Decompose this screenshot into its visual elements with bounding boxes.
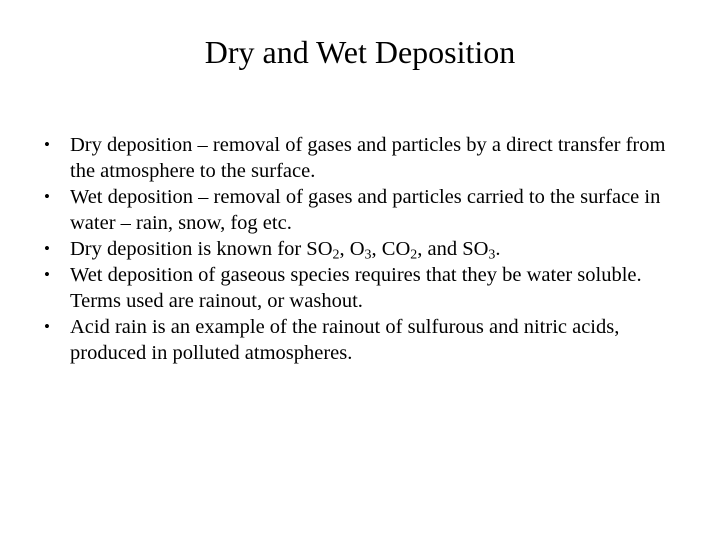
bullet-text: Acid rain is an example of the rainout of sulfurous and nitric acids, produced in polluted atmospheres. xyxy=(70,316,620,364)
bullet-item-gaseous-species xyxy=(44,262,684,314)
bullet-list xyxy=(44,132,684,366)
bullet-item-acid-rain xyxy=(44,314,684,366)
bullet-marker: • xyxy=(44,239,50,258)
subscript: 3 xyxy=(488,247,496,263)
bullet-item-dry-deposition xyxy=(44,132,684,184)
text-segment: , CO xyxy=(371,238,411,260)
subscript: 3 xyxy=(364,247,372,263)
bullet-text: Wet deposition of gaseous species requires that they be water soluble. Terms used are rainout, or washout. xyxy=(70,264,642,312)
bullet-text: Dry deposition – removal of gases and particles by a direct transfer from the atmosphere to the surface. xyxy=(70,134,666,182)
bullet-text xyxy=(70,238,501,263)
text-segment: . xyxy=(495,238,501,260)
text-segment: Dry deposition is known for SO xyxy=(70,238,333,260)
slide-title: Dry and Wet Deposition xyxy=(204,34,516,70)
bullet-marker: • xyxy=(44,187,50,206)
bullet-marker: • xyxy=(44,135,50,154)
bullet-text: Wet deposition – removal of gases and particles carried to the surface in water – rain, snow, fog etc. xyxy=(70,186,661,234)
bullet-marker: • xyxy=(44,317,50,336)
bullet-item-dry-deposition-species xyxy=(44,236,684,262)
text-segment: , O xyxy=(339,238,365,260)
subscript: 2 xyxy=(410,247,418,263)
subscript: 2 xyxy=(332,247,340,263)
bullet-marker: • xyxy=(44,265,50,284)
text-segment: , and SO xyxy=(417,238,489,260)
bullet-item-wet-deposition xyxy=(44,184,684,236)
